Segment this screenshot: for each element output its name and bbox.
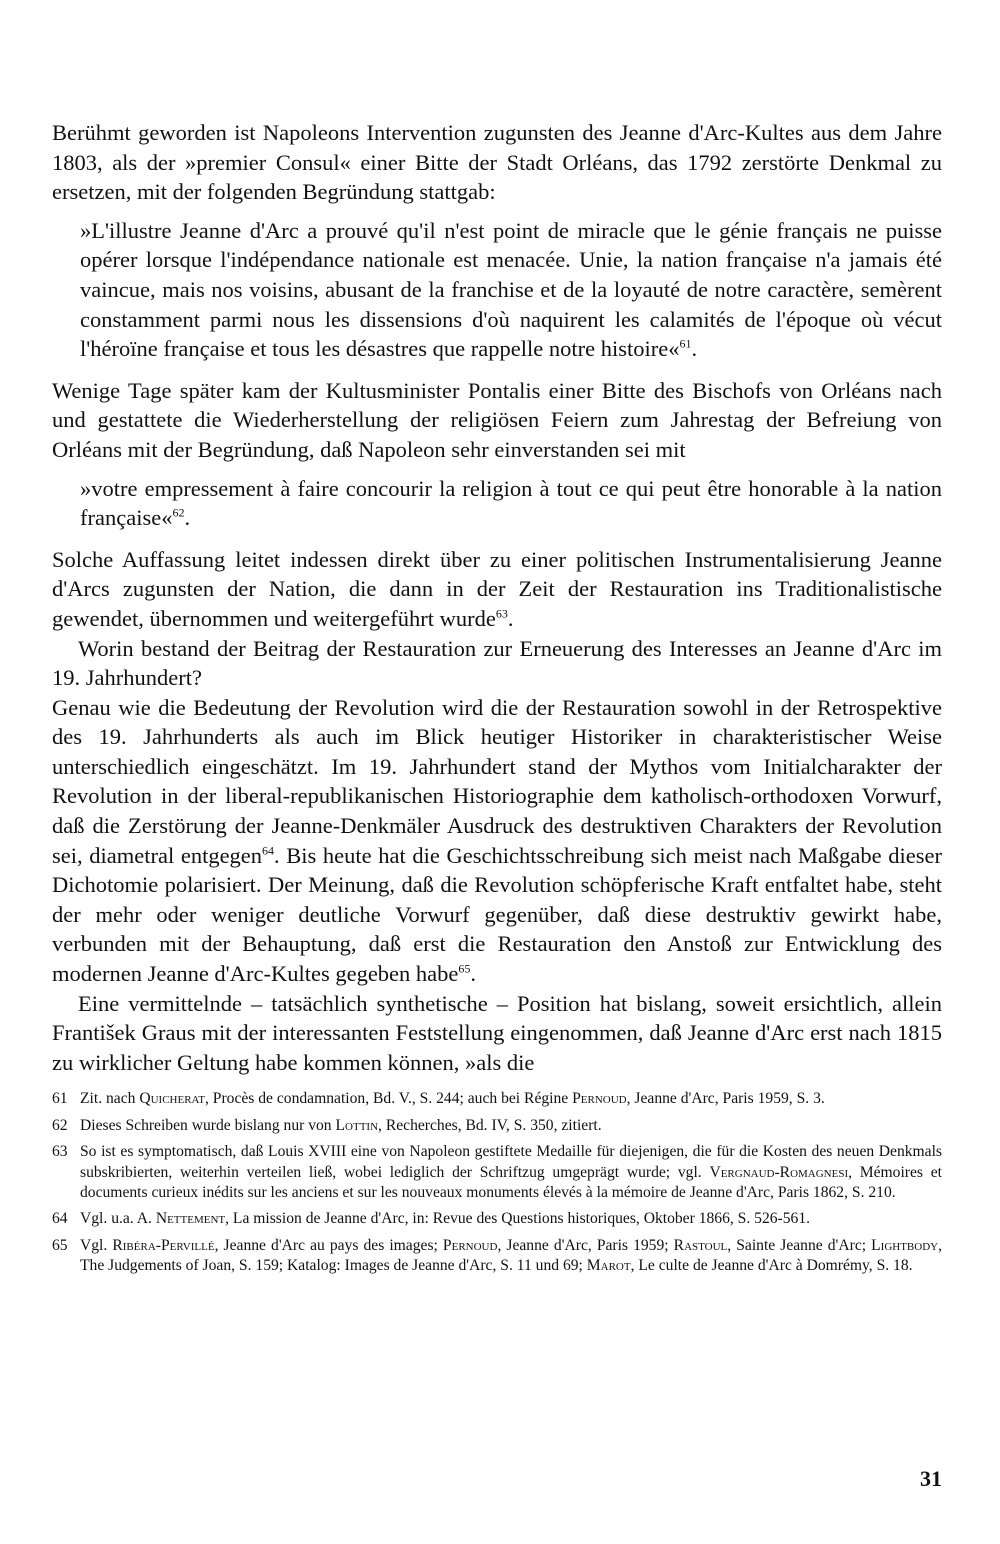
footnote-number: 64 [52, 1210, 68, 1228]
paragraph-text: Genau wie die Bedeutung der Revolution wird die der Restauration sowohl in der Retrospektive des 19. Jahrhunderts als auch im Blick heutiger Historiker in charakteristischer Weise unterschiedlich eingeschätzt. Im 19. Jahrhundert stand der Mythos vom Initialcharakter der Revolution in der liberal-republikanischen Historiographie dem katholisch-orthodoxen Vorwurf, daß die Zerstörung der Jeanne-Denkmäler Ausdruck des destruktiven Charakters der Revolution sei, diametral entgegen [52, 694, 942, 868]
footnote-ref-63[interactable]: 63 [495, 606, 508, 621]
footnote-number: 65 [52, 1236, 68, 1254]
footnote-ref-65[interactable]: 65 [458, 961, 471, 976]
footnote-text: Dieses Schreiben wurde bislang nur von Lottin, Recherches, Bd. IV, S. 350, zitiert. [80, 1116, 602, 1134]
footnote-61 [52, 1089, 942, 1109]
quote-text: »votre empressement à faire concourir la religion à tout ce qui peut être honorable à la nation française« [80, 475, 942, 531]
author-name: Rastoul [673, 1236, 728, 1254]
paragraph-pontalis [52, 376, 942, 465]
document-page [52, 118, 942, 1283]
quote-text: »L'illustre Jeanne d'Arc a prouvé qu'il n'est point de miracle que le génie français ne puisse opérer lorsque l'indépendance nationale est menacée. Unie, la nation française n'a jamais été vaincue, mais nos voisins, abusant de la franchise et de la loyauté de notre caractère, semèrent constamment parmi nous les dissensions d'où naquirent les calamités de l'époque où vécut l'héroïne française et tous les désastres que rappelle notre histoire« [80, 217, 942, 362]
footnotes [52, 1089, 942, 1276]
author-name: Vergnaud-Romagnesi [709, 1163, 849, 1181]
paragraph-graus [52, 989, 942, 1078]
footnote-text: So ist es symptomatisch, daß Louis XVIII eine von Napoleon gestiftete Medaille für diejenigen, die für die Kosten des neuen Denkmals subskribierten, weiterhin verteilen ließ, wobei lediglich der Schriftzug umgeprägt wurde; vgl. Vergnaud-Romagnesi, Mémoires et documents curieux inédits sur les anciens et sur les nouveaux monuments élevés à la mémoire de Jeanne d'Arc, Paris 1862, S. 210. [80, 1143, 942, 1202]
quote-pontalis [80, 474, 942, 533]
paragraph-text: Worin bestand der Beitrag der Restauration zur Erneuerung des Interesses an Jeanne d'Arc im 19. Jahrhundert? [52, 635, 942, 691]
author-name: Nettement [155, 1210, 226, 1228]
footnote-65 [52, 1236, 942, 1277]
author-name: Pernoud [442, 1236, 498, 1254]
paragraph-question [52, 634, 942, 693]
paragraph-instrumentalisation [52, 545, 942, 634]
footnote-number: 62 [52, 1116, 68, 1134]
paragraph-text-continued: . Bis heute hat die Geschichtsschreibung sich meist nach Maßgabe dieser Dichotomie polarisiert. Der Meinung, daß die Revolution schöpferische Kraft entfaltet habe, steht der mehr oder weniger deutliche Vorwurf gegenüber, daß diese destruktiv gewirkt habe, verbunden mit der Behauptung, daß erst die Restauration den Anstoß zur Entwicklung des modernen Jeanne d'Arc-Kultes gegeben habe [52, 842, 942, 987]
footnote-64 [52, 1209, 942, 1229]
paragraph-end: . [470, 961, 477, 987]
footnote-number: 63 [52, 1143, 68, 1161]
paragraph-text: Berühmt geworden ist Napoleons Intervention zugunsten des Jeanne d'Arc-Kultes aus dem Jahre 1803, als der »premier Consul« einer Bitte der Stadt Orléans, das 1792 zerstörte Denkmal zu ersetzen, mit der folgenden Begründung stattgab: [52, 120, 942, 205]
footnote-text: Vgl. u.a. A. Nettement, La mission de Jeanne d'Arc, in: Revue des Questions historiques, Oktober 1866, S. 526-561. [80, 1210, 811, 1228]
quote-end: . [184, 505, 191, 531]
paragraph-restauration [52, 693, 942, 989]
author-name: Marot [586, 1257, 631, 1275]
paragraph-text: Solche Auffassung leitet indessen direkt über zu einer politischen Instrumentalisierung Jeanne d'Arcs zugunsten der Nation, die dann in der Zeit der Restauration ins Traditionalistische gewendet, übernommen und weitergeführt wurde [52, 546, 942, 631]
footnote-62 [52, 1116, 942, 1136]
footnote-text: Zit. nach Quicherat, Procès de condamnation, Bd. V., S. 244; auch bei Régine Pernoud, Jeanne d'Arc, Paris 1959, S. 3. [80, 1090, 825, 1108]
paragraph-end: . [507, 605, 514, 631]
author-name: Lottin [335, 1116, 379, 1134]
page-number: 31 [920, 1466, 942, 1491]
footnote-ref-62[interactable]: 62 [172, 505, 185, 520]
paragraph-napoleon-intervention [52, 118, 942, 207]
author-name: Lightbody [871, 1236, 939, 1254]
footnote-63 [52, 1142, 942, 1203]
footnote-ref-61[interactable]: 61 [679, 336, 692, 351]
author-name: Pernoud [572, 1090, 627, 1108]
footnote-text: Vgl. Ribéra-Pervillé, Jeanne d'Arc au pays des images; Pernoud, Jeanne d'Arc, Paris 1959; Rastoul, Sainte Jeanne d'Arc; Lightbody, The Judgements of Joan, S. 159; Katalog: Images de Jeanne d'Arc, S. 11 und 69; Marot, Le culte de Jeanne d'Arc à Domrémy, S. 18. [80, 1236, 943, 1275]
footnote-ref-64[interactable]: 64 [262, 843, 275, 858]
paragraph-text: Eine vermittelnde – tatsächlich synthetische – Position hat bislang, soweit ersichtlich, allein František Graus mit der interessanten Feststellung eingenommen, daß Jeanne d'Arc erst nach 1815 zu wirklicher Geltung habe kommen können, »als die [52, 990, 942, 1075]
author-name: Quicherat [139, 1090, 205, 1108]
author-name: Ribéra-Pervillé [112, 1236, 215, 1254]
quote-end: . [691, 336, 698, 362]
footnote-number: 61 [52, 1090, 68, 1108]
quote-napoleon [80, 216, 942, 364]
paragraph-text: Wenige Tage später kam der Kultusminister Pontalis einer Bitte des Bischofs von Orléans nach und gestattete die Wiederherstellung der religiösen Feiern zum Jahrestag der Befreiung von Orléans mit der Begründung, daß Napoleon sehr einverstanden sei mit [52, 377, 942, 462]
